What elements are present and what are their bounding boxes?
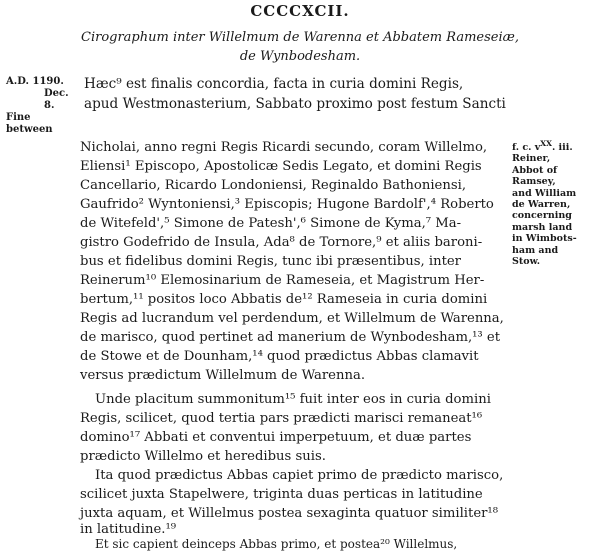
- margin-ref: f. c. $v^{XX}$. iii.: [512, 138, 573, 153]
- title-line-2: de Wynbodesham.: [239, 49, 361, 64]
- margin-year: A.D. 1190.: [6, 76, 64, 87]
- body-line: Unde placitum summonitum¹⁵ fuit inter eos in curia domini: [95, 392, 491, 407]
- body-line: Eliensi¹ Episcopo, Apostolicæ Sedis Legato, et domini Regis: [80, 159, 482, 174]
- margin-note-between: between: [6, 124, 53, 135]
- chapter-number: CCCCXCII.: [250, 2, 350, 20]
- body-line: versus prædictum Willelmum de Warenna.: [80, 368, 366, 383]
- margin-line: Abbot of: [512, 164, 558, 176]
- margin-line: de Warren,: [512, 199, 571, 211]
- body-line: domino¹⁷ Abbati et conventui imperpetuum, et duæ partes: [80, 430, 472, 445]
- body-line: Cancellario, Ricardo Londoniensi, Reginaldo Bathoniensi,: [80, 178, 467, 193]
- body-line: Et sic capient deinceps Abbas primo, et postea²⁰ Willelmus,: [95, 537, 458, 551]
- body-line: gistro Godefrido de Insula, Ada⁸ de Tornore,⁹ et aliis baroni-: [80, 235, 483, 250]
- body-line: in latitudine.¹⁹: [80, 522, 177, 537]
- margin-date: Dec. 8.: [44, 88, 69, 111]
- body-line: Ita quod prædictus Abbas capiet primo de prædicto marisco,: [95, 468, 504, 483]
- body-line: bus et fidelibus domini Regis, tunc ibi præsentibus, inter: [80, 254, 461, 269]
- right-margin-note: [512, 138, 598, 268]
- margin-line: marsh land: [512, 221, 573, 233]
- margin-line: in Wimbots-: [512, 233, 577, 245]
- margin-line: Ramsey,: [512, 176, 556, 188]
- opening-line-2: apud Westmonasterium, Sabbato proximo post festum Sancti: [84, 96, 506, 112]
- body-line: Gaufrido² Wyntoniensi,³ Episcopis; Hugone Bardolf',⁴ Roberto: [80, 197, 494, 212]
- margin-line: Stow.: [512, 256, 541, 268]
- body-line: de marisco, quod pertinet ad manerium de Wynbodesham,¹³ et: [80, 330, 501, 345]
- left-margin-note: [6, 76, 76, 136]
- margin-line: Reiner,: [512, 153, 551, 165]
- body-line: juxta aquam, et Willelmus postea sexaginta quatuor similiter¹⁸: [80, 506, 499, 521]
- title-line-1: Cirographum inter Willelmum de Warenna et Abbatem Rameseiæ,: [81, 30, 519, 45]
- body-line: de Witefeld',⁵ Simone de Patesh',⁶ Simone de Kyma,⁷ Ma-: [80, 216, 462, 231]
- body-line: Nicholai, anno regni Regis Ricardi secundo, coram Willelmo,: [80, 140, 488, 155]
- body-line: bertum,¹¹ positos loco Abbatis de¹² Rameseia in curia domini: [80, 292, 488, 307]
- margin-line: and William: [512, 187, 577, 199]
- body-line: Regis, scilicet, quod tertia pars prædicti marisci remaneat¹⁶: [80, 411, 483, 426]
- opening-line-1: Hæc⁹ est finalis concordia, facta in curia domini Regis,: [84, 76, 464, 92]
- margin-line: ham and: [512, 244, 559, 256]
- margin-note-fine: Fine: [6, 112, 31, 123]
- margin-line: concerning: [512, 210, 572, 222]
- document-title: [20, 28, 580, 66]
- body-line: Regis ad lucrandum vel perdendum, et Willelmum de Warenna,: [80, 311, 504, 326]
- body-line: scilicet juxta Stapelwere, triginta duas perticas in latitudine: [80, 487, 483, 502]
- body-line: Reinerum¹⁰ Elemosinarium de Rameseia, et Magistrum Her-: [80, 273, 485, 288]
- body-line: de Stowe et de Dounham,¹⁴ quod prædictus Abbas clamavit: [80, 349, 479, 364]
- body-line: prædicto Willelmo et heredibus suis.: [80, 449, 326, 464]
